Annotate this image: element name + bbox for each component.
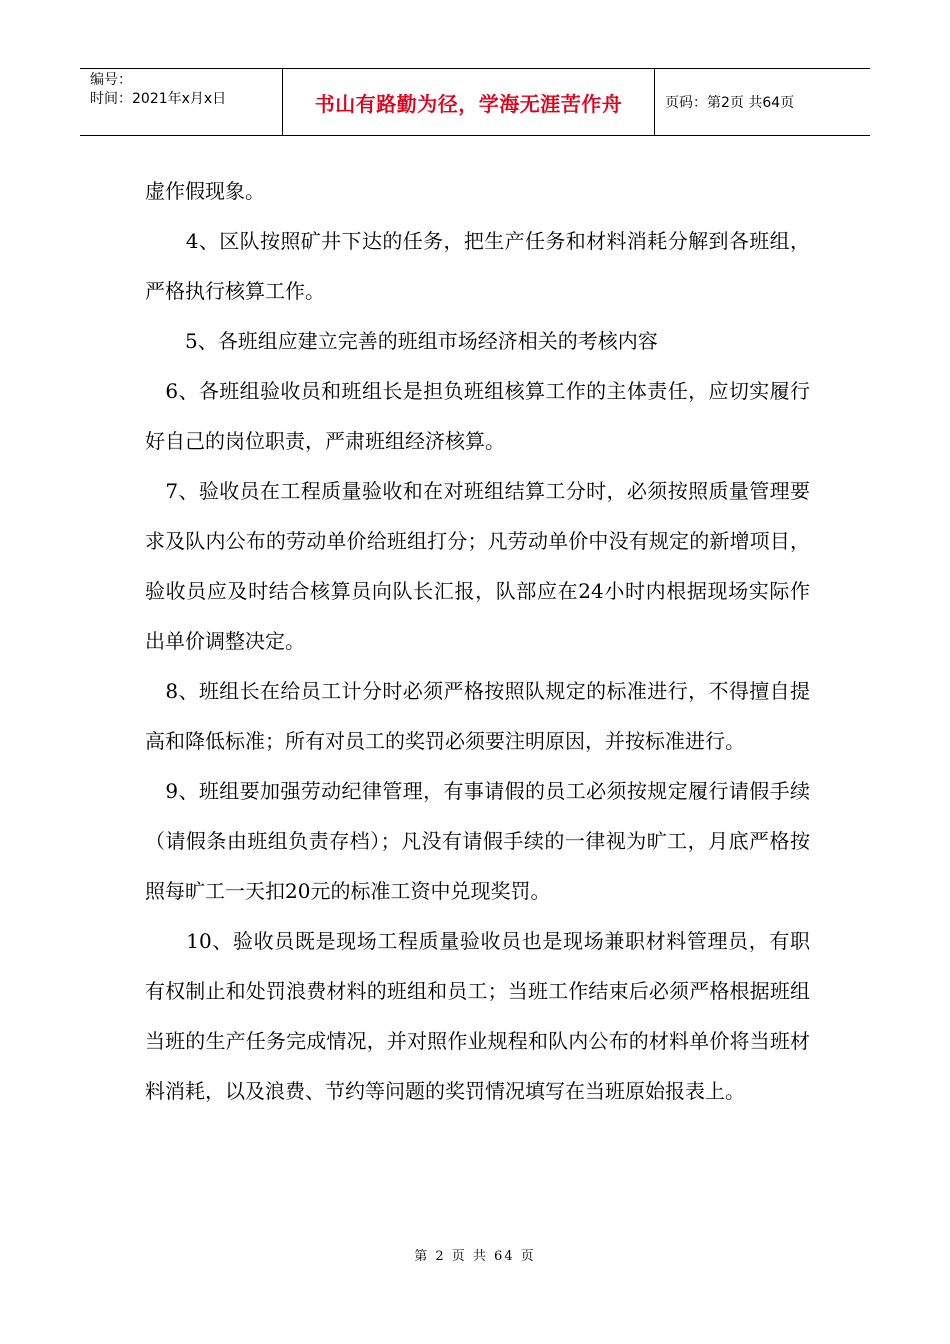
header-meta	[80, 69, 283, 135]
document-date: 时间：2021年x月x日	[90, 91, 227, 107]
page-footer	[0, 1245, 950, 1264]
document-number-label: 编号：	[90, 72, 132, 88]
header-motto: 书山有路勤为径，学海无涯苦作舟	[314, 91, 623, 116]
paragraph: 6、各班组验收员和班组长是担负班组核算工作的主体责任，应切实履行好自己的岗位职责，严肃班组经济核算。	[145, 379, 810, 453]
paragraph: 10、验收员既是现场工程质量验收员也是现场兼职材料管理员，有职有权制止和处罚浪费材料的班组和员工；当班工作结束后必须严格根据班组当班的生产任务完成情况，并对照作业规程和队内公布的材料单价将当班材料消耗，以及浪费、节约等问题的奖罚情况填写在当班原始报表上。	[145, 929, 810, 1103]
header-motto-cell	[283, 69, 655, 135]
paragraph: 9、班组要加强劳动纪律管理，有事请假的员工必须按规定履行请假手续（请假条由班组负责存档）；凡没有请假手续的一律视为旷工，月底严格按照每旷工一天扣20元的标准工资中兑现奖罚。	[145, 779, 810, 903]
paragraph: 虚作假现象。	[145, 179, 265, 203]
document-header	[80, 68, 870, 136]
paragraph: 8、班组长在给员工计分时必须严格按照队规定的标准进行，不得擅自提高和降低标准；所有对员工的奖罚必须要注明原因，并按标准进行。	[145, 679, 810, 753]
paragraph: 4、区队按照矿井下达的任务，把生产任务和材料消耗分解到各班组，严格执行核算工作。	[145, 229, 810, 303]
paragraph: 7、验收员在工程质量验收和在对班组结算工分时，必须按照质量管理要求及队内公布的劳动单价给班组打分；凡劳动单价中没有规定的新增项目，验收员应及时结合核算员向队长汇报，队部应在24小时内根据现场实际作出单价调整决定。	[145, 479, 810, 653]
document-body	[145, 166, 810, 1116]
header-page-info-cell	[655, 69, 870, 135]
header-page-info: 页码：第2页 共64页	[665, 95, 795, 111]
footer-page-number: 第 2 页 共 64 页	[414, 1249, 536, 1264]
paragraph: 5、各班组应建立完善的班组市场经济相关的考核内容	[145, 329, 658, 353]
